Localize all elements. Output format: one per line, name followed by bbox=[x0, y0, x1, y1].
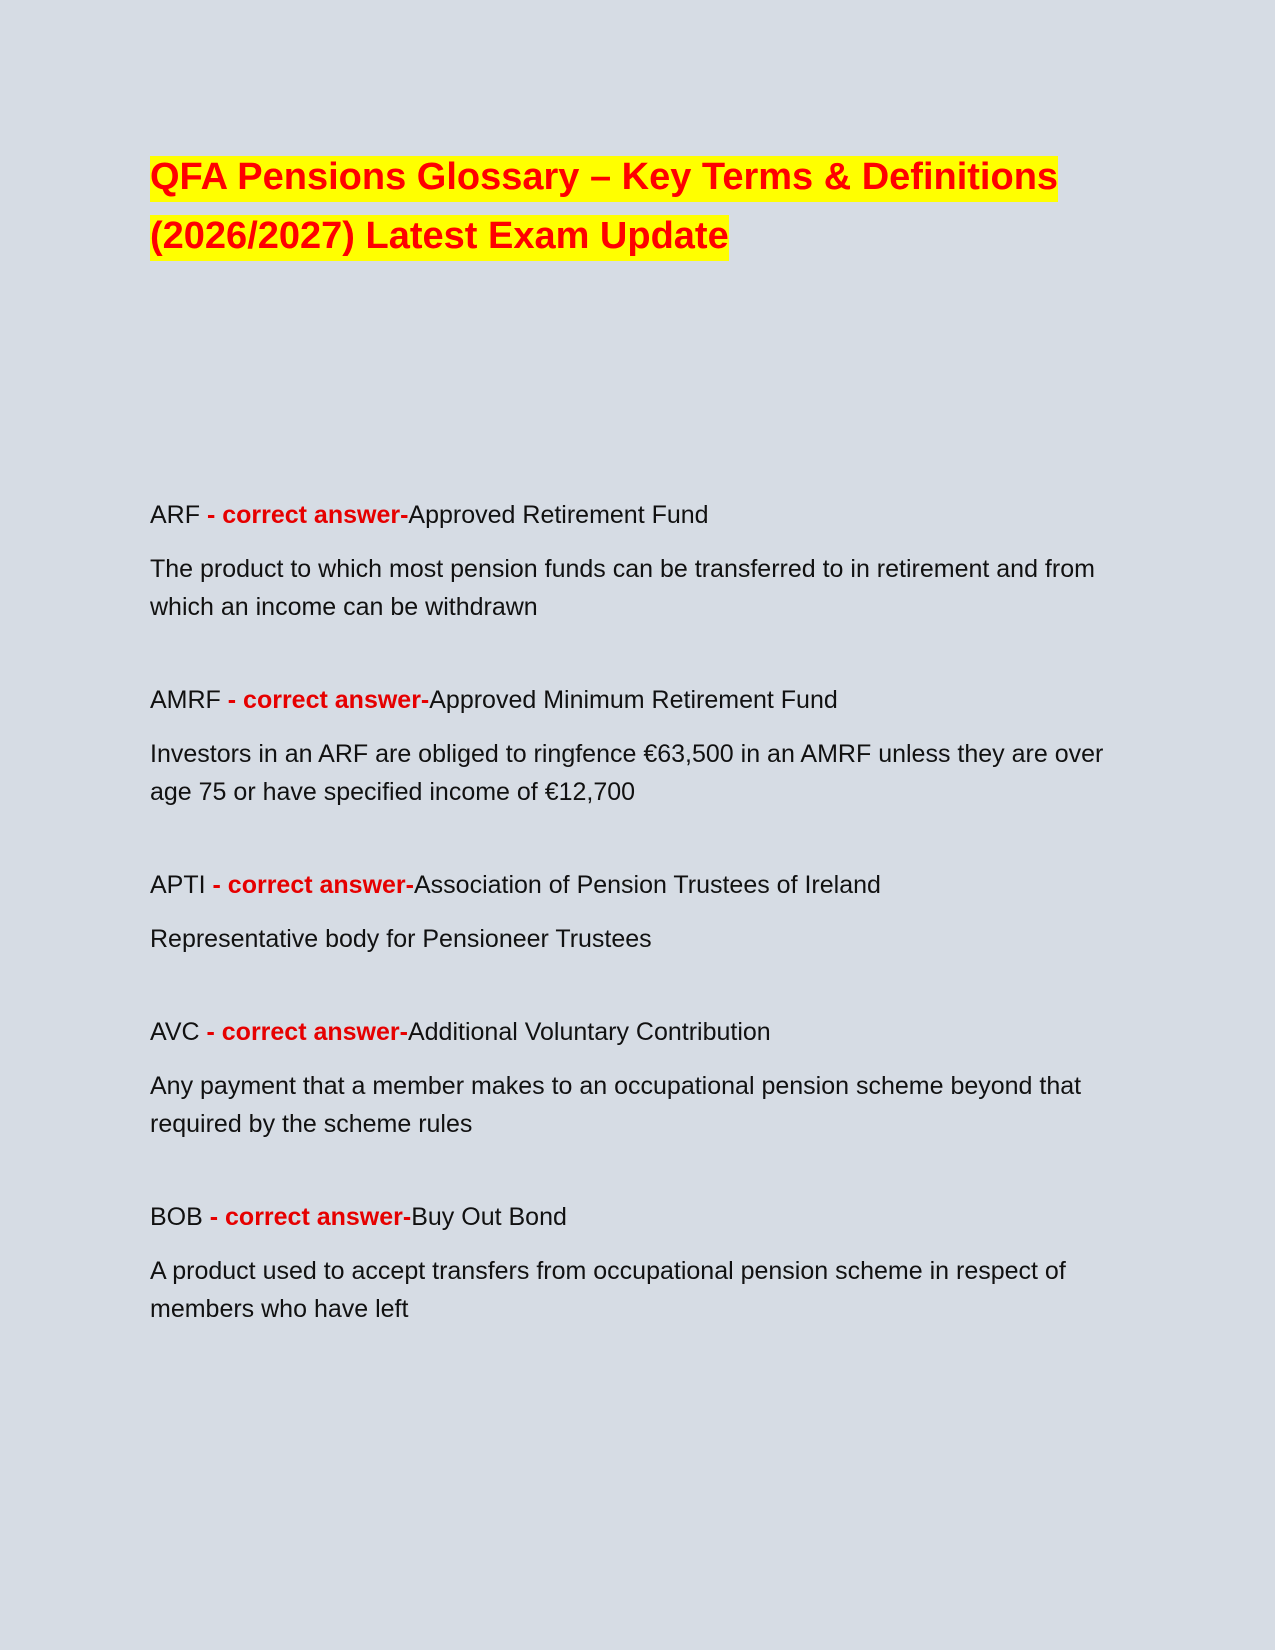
answer-separator: - correct answer- bbox=[209, 1203, 412, 1231]
answer-separator: - correct answer- bbox=[212, 871, 414, 899]
term-definition: Representative body for Pensioneer Trustees bbox=[150, 925, 652, 953]
term-definition: The product to which most pension funds can be transferred to in retirement and from which an income can be withdrawn bbox=[150, 555, 1095, 621]
term-line bbox=[150, 868, 1130, 902]
glossary-entry bbox=[150, 683, 1130, 811]
term: AVC bbox=[150, 1018, 207, 1046]
term: BOB bbox=[150, 1203, 210, 1231]
glossary-entry bbox=[150, 1015, 1130, 1143]
glossary-entry bbox=[150, 498, 1130, 626]
glossary-list bbox=[150, 498, 1130, 1385]
answer-separator: - correct answer- bbox=[227, 686, 430, 714]
term: APTI bbox=[150, 871, 213, 899]
term-line bbox=[150, 498, 1130, 532]
term-meaning: Association of Pension Trustees of Ireland bbox=[413, 871, 881, 899]
term-meaning: Buy Out Bond bbox=[411, 1203, 567, 1231]
glossary-entry bbox=[150, 1200, 1130, 1328]
answer-separator: - correct answer- bbox=[206, 501, 409, 529]
answer-separator: - correct answer- bbox=[206, 1018, 408, 1046]
term-meaning: Approved Minimum Retirement Fund bbox=[429, 686, 838, 714]
term: AMRF bbox=[150, 686, 228, 714]
term-line bbox=[150, 683, 1130, 717]
term-meaning: Additional Voluntary Contribution bbox=[407, 1018, 771, 1046]
title-line-2: (2026/2027) Latest Exam Update bbox=[150, 215, 729, 261]
title-line-1: QFA Pensions Glossary – Key Terms & Definitions bbox=[150, 156, 1058, 202]
term-line bbox=[150, 1015, 1130, 1049]
term: ARF bbox=[150, 501, 207, 529]
term-definition: Investors in an ARF are obliged to ringfence €63,500 in an AMRF unless they are over age 75 or have specified income of €12,700 bbox=[150, 740, 1104, 806]
document-title bbox=[150, 148, 1130, 266]
term-meaning: Approved Retirement Fund bbox=[408, 501, 709, 529]
glossary-entry bbox=[150, 868, 1130, 958]
term-line bbox=[150, 1200, 1130, 1234]
term-definition: A product used to accept transfers from occupational pension scheme in respect of members who have left bbox=[150, 1257, 1066, 1323]
term-definition: Any payment that a member makes to an occupational pension scheme beyond that required by the scheme rules bbox=[150, 1072, 1082, 1138]
